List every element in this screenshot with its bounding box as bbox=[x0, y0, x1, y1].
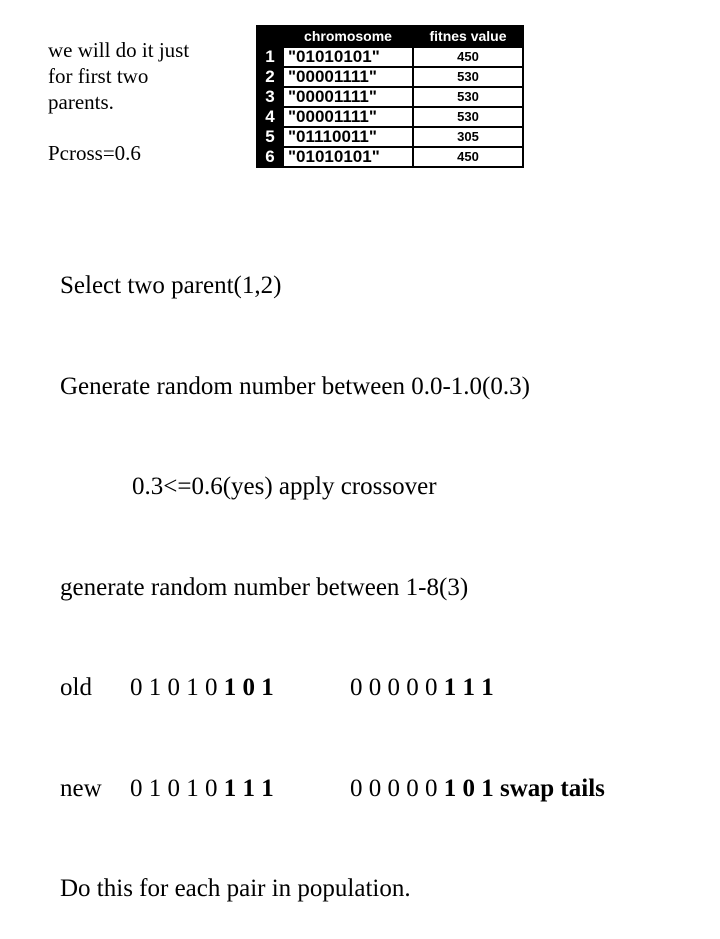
table-row bbox=[257, 87, 523, 107]
row-fitness: 530 bbox=[413, 87, 523, 107]
step-generate-probability: Generate random number between 0.0-1.0(0.3) bbox=[60, 372, 530, 400]
row-chromosome: "01110011" bbox=[283, 127, 413, 147]
chromosome-table bbox=[256, 25, 524, 168]
table-header-row bbox=[257, 26, 523, 47]
row-index: 2 bbox=[257, 67, 283, 87]
new-child-b-head: 0 0 0 0 0 bbox=[350, 774, 438, 802]
row-chromosome: "01010101" bbox=[283, 47, 413, 67]
step-generate-point: generate random number between 1-8(3) bbox=[60, 573, 469, 601]
row-chromosome: "00001111" bbox=[283, 87, 413, 107]
note-text bbox=[48, 37, 238, 115]
table-header-fitness: fitnes value bbox=[413, 26, 523, 47]
step-check-crossover: 0.3<=0.6(yes) apply crossover bbox=[132, 473, 437, 500]
row-fitness: 450 bbox=[413, 147, 523, 167]
row-index: 3 bbox=[257, 87, 283, 107]
new-offspring-row bbox=[60, 772, 605, 806]
row-fitness: 450 bbox=[413, 47, 523, 67]
old-label: old bbox=[60, 674, 92, 701]
note-line: parents. bbox=[48, 90, 114, 114]
old-parent-b bbox=[350, 671, 494, 705]
step-closing: Do this for each pair in population. bbox=[60, 875, 411, 902]
row-index: 5 bbox=[257, 127, 283, 147]
row-fitness: 530 bbox=[413, 107, 523, 127]
table-row bbox=[257, 107, 523, 127]
old-parents-row bbox=[60, 671, 530, 705]
row-chromosome: "00001111" bbox=[283, 67, 413, 87]
row-fitness: 530 bbox=[413, 67, 523, 87]
step-select: Select two parent(1,2) bbox=[60, 272, 282, 299]
table-header-chromosome: chromosome bbox=[283, 26, 413, 47]
row-chromosome: "01010101" bbox=[283, 147, 413, 167]
row-fitness: 305 bbox=[413, 127, 523, 147]
new-child-b bbox=[350, 772, 605, 806]
new-child-a-tail: 1 1 1 bbox=[223, 774, 274, 802]
old-parent-a-head: 0 1 0 1 0 bbox=[130, 674, 218, 701]
row-index: 6 bbox=[257, 147, 283, 167]
new-child-b-tail: 1 0 1 swap tails bbox=[443, 774, 605, 802]
new-child-a bbox=[130, 772, 274, 806]
crossover-steps bbox=[60, 202, 605, 939]
table-row bbox=[257, 127, 523, 147]
old-parent-b-tail: 1 1 1 bbox=[443, 674, 494, 701]
table-header-index bbox=[257, 26, 283, 47]
old-parent-a-tail: 1 0 1 bbox=[223, 674, 274, 701]
table-row bbox=[257, 147, 523, 167]
note-line: we will do it just bbox=[48, 38, 190, 62]
table-row bbox=[257, 47, 523, 67]
table-row bbox=[257, 67, 523, 87]
new-label: new bbox=[60, 774, 102, 802]
row-index: 4 bbox=[257, 107, 283, 127]
note-line: for first two bbox=[48, 64, 149, 88]
row-chromosome: "00001111" bbox=[283, 107, 413, 127]
pcross-text: Pcross=0.6 bbox=[48, 141, 141, 165]
old-parent-b-head: 0 0 0 0 0 bbox=[350, 674, 438, 701]
new-child-a-head: 0 1 0 1 0 bbox=[130, 774, 218, 802]
old-parent-a bbox=[130, 671, 274, 705]
row-index: 1 bbox=[257, 47, 283, 67]
